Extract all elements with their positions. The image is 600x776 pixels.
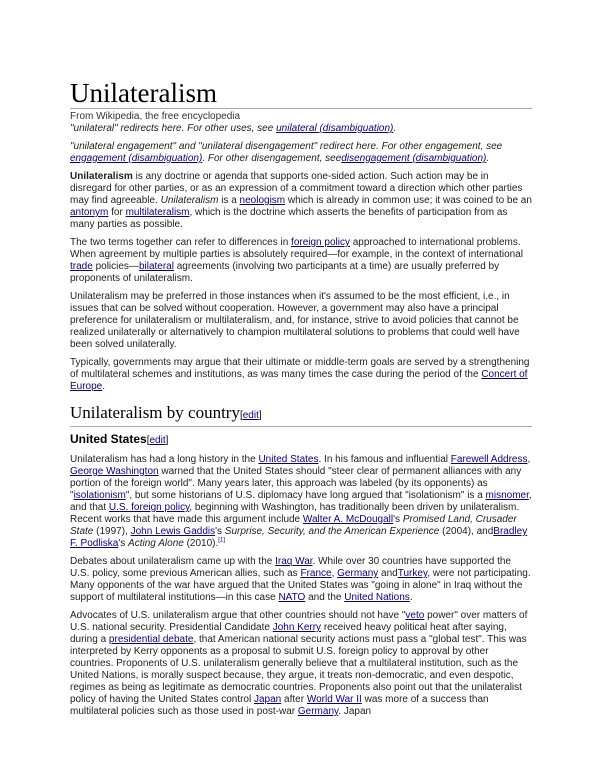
text: "unilateral engagement" and "unilateral disengagement" redirect here. For other engagement, see xyxy=(70,141,503,152)
text: . For other disengagement, see xyxy=(202,153,342,164)
text: power" over matters of U.S. national security. Presidential Candidate xyxy=(70,610,528,633)
text: . xyxy=(409,592,413,603)
text: Unilateralism xyxy=(160,195,219,206)
text: Typically, governments may argue that their ultimate or middle-term goals are served by a strengthening of multilateral schemes and institutions, as was many times the case during the period of the xyxy=(70,357,530,380)
text: 's xyxy=(393,514,403,525)
paragraph xyxy=(70,610,532,718)
tagline: From Wikipedia, the free encyclopedia xyxy=(70,111,241,122)
edit-link[interactable]: edit xyxy=(242,410,259,421)
paragraph xyxy=(70,357,532,393)
text: Unilateralism may be preferred in those instances when it's assumed to be the most efficient, i.e., in issues that can be solved without cooperation. However, a government may also have a principal preference for unilateralism or multilateralism, and, for instance, strive to avoid policies that cannot be realized unilaterally or alternatively to champion multilateral solutions to problems that could well have been solved unilaterally. xyxy=(70,291,520,350)
hatnotes xyxy=(70,123,532,165)
text: Unilateralism xyxy=(70,171,133,182)
text: is any doctrine or agenda that supports one-sided action. Such action may be in disregard for other parties, or as an expression of a commitment toward a direction which other parties may find agreeable. xyxy=(70,171,523,206)
wiki-link[interactable]: foreign policy xyxy=(291,237,350,248)
wiki-link[interactable]: veto xyxy=(405,610,425,621)
wiki-link[interactable]: trade xyxy=(70,261,93,272)
paragraph xyxy=(70,454,532,550)
wiki-link[interactable]: NATO xyxy=(278,592,306,603)
text: . xyxy=(486,153,490,164)
wiki-link[interactable]: John Lewis Gaddis xyxy=(130,526,216,537)
wiki-link[interactable]: France xyxy=(300,568,332,579)
text: received heavy political heat after saying, during a xyxy=(70,622,507,645)
text: . xyxy=(102,381,106,392)
us-section xyxy=(70,454,532,718)
text: which is already in common use; it was coined to be an xyxy=(285,195,532,206)
paragraph xyxy=(70,556,532,604)
wiki-link[interactable]: Iraq War xyxy=(275,556,313,567)
wiki-link[interactable]: antonym xyxy=(70,207,109,218)
text: (2004), and xyxy=(439,526,494,537)
paragraph xyxy=(70,291,532,351)
text: 's xyxy=(118,538,129,549)
text: agreements (involving two participants at a time) are usually preferred by proponents of unilateralism. xyxy=(70,261,500,284)
paragraph xyxy=(70,141,532,165)
text: warned that the United States should "steer clear of permanent alliances with any portion of the foreign world". Many years later, this approach was labeled (by its opponents) as " xyxy=(70,466,522,501)
text: 's xyxy=(215,526,225,537)
wiki-link[interactable]: World War II xyxy=(306,694,362,705)
text: , and that xyxy=(70,490,532,513)
text: was more of a success than multilateral policies such as those used in post-war xyxy=(70,694,489,717)
intro xyxy=(70,171,532,393)
wiki-link[interactable]: presidential debate xyxy=(108,634,194,645)
text: Acting Alone xyxy=(128,538,184,549)
wiki-link[interactable]: multilateralism xyxy=(125,207,190,218)
text: The two terms together can refer to differences in xyxy=(70,237,292,248)
wiki-link[interactable]: unilateral (disambiguation) xyxy=(276,123,394,134)
wiki-link[interactable]: Turkey xyxy=(397,568,428,579)
wiki-link[interactable]: Farewell Address xyxy=(450,454,528,465)
wiki-link[interactable]: United Nations xyxy=(344,592,410,603)
text: (2010). xyxy=(183,538,219,549)
text: , xyxy=(527,454,531,465)
article xyxy=(70,78,532,724)
wiki-link[interactable]: United States xyxy=(258,454,319,465)
text: , which is the doctrine which asserts the benefits of participation from as many parties as possible. xyxy=(70,207,508,230)
section-heading: Unilateralism by country[edit] xyxy=(70,403,532,427)
wiki-link[interactable]: Bradley F. Podliska xyxy=(70,526,528,549)
section-title: Unilateralism by country xyxy=(70,403,240,422)
paragraph xyxy=(70,171,532,231)
text: after xyxy=(281,694,307,705)
text: "unilateral" redirects here. For other uses, see xyxy=(70,123,277,134)
text: is a xyxy=(218,195,240,206)
text: , xyxy=(331,568,338,579)
wiki-link[interactable]: misnomer xyxy=(485,490,529,501)
text: . While over 30 countries have supported the U.S. policy, some previous American allies, such as xyxy=(70,556,511,579)
text: Promised Land, Crusader State xyxy=(70,514,517,537)
text: and xyxy=(378,568,398,579)
wiki-link[interactable]: bilateral xyxy=(138,261,174,272)
text: Debates about unilateralism came up with the xyxy=(70,556,276,567)
text: policies— xyxy=(92,261,139,272)
wiki-link[interactable]: Germany xyxy=(297,706,339,717)
text: , beginning with Washington, has traditionally been driven by unilateralism. Recent works that have made this argument include xyxy=(70,502,520,525)
subsection-heading: United States[edit] xyxy=(70,432,169,446)
text: and the xyxy=(305,592,345,603)
text: for xyxy=(108,207,126,218)
text: . xyxy=(393,123,397,134)
text: Unilateralism has had a long history in the xyxy=(70,454,259,465)
subsection-title: United States xyxy=(70,432,147,446)
text: (1997), xyxy=(93,526,131,537)
wiki-link[interactable]: disengagement (disambiguation) xyxy=(341,153,487,164)
wiki-link[interactable]: George Washington xyxy=(70,466,159,477)
wiki-link[interactable]: Japan xyxy=(254,694,282,705)
text: Surprise, Security, and the American Experience xyxy=(224,526,440,537)
wiki-link[interactable]: U.S. foreign policy xyxy=(108,502,190,513)
wiki-link[interactable]: Concert of Europe xyxy=(70,369,528,392)
text: . Japan xyxy=(338,706,372,717)
text: approached to international problems. When agreement by multiple parties is absolutely required—for example, in the context of international xyxy=(70,237,524,260)
wiki-link[interactable]: Walter A. McDougall xyxy=(302,514,394,525)
paragraph xyxy=(70,123,532,135)
text: Advocates of U.S. unilateralism argue that other countries should not have " xyxy=(70,610,406,621)
wiki-link[interactable]: neologism xyxy=(239,195,286,206)
paragraph xyxy=(70,237,532,285)
wiki-link[interactable]: engagement (disambiguation) xyxy=(70,153,203,164)
text: , that American national security actions must pass a "global test". This was interpreted by Kerry opponents as a proposal to submit U.S. foreign policy to approval by other countries. Proponents of U.S. unilateralism generally believe that a multilateral institution, such as the United Nations, is morally suspect because, they argue, it treats non-democratic, and even despotic, regimes as being as legitimate as democratic countries. Proponents also point out that the unilateralist policy of having the United States control xyxy=(70,634,527,705)
wiki-link[interactable]: isolationism xyxy=(73,490,126,501)
wiki-link[interactable]: Germany xyxy=(337,568,379,579)
edit-link[interactable]: edit xyxy=(149,435,166,446)
text: . In his famous and influential xyxy=(318,454,451,465)
wiki-link[interactable]: John Kerry xyxy=(272,622,322,633)
text: , were not participating. Many opponents of the war have argued that the United States was "going in alone" in Iraq without the support of multilateral institutions—in this case xyxy=(70,568,531,603)
citation-link[interactable]: [1] xyxy=(218,537,225,544)
page-title: Unilateralism xyxy=(70,78,532,109)
text: ", but some historians of U.S. diplomacy have long argued that "isolationism" is a xyxy=(125,490,486,501)
